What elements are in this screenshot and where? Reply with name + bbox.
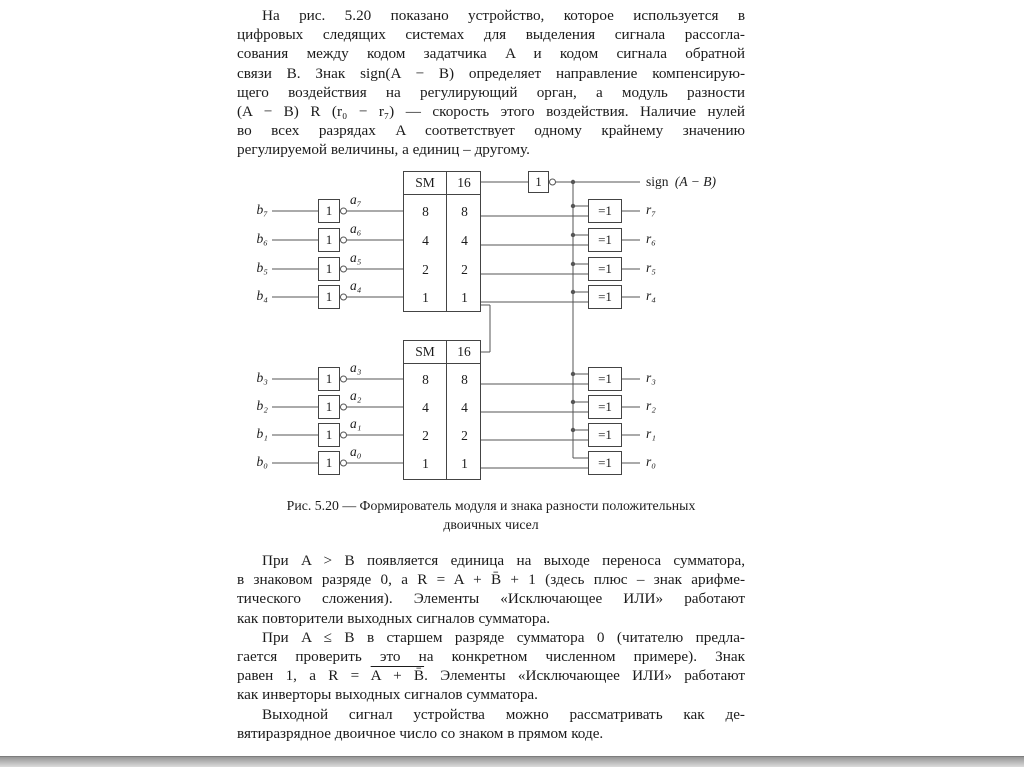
xor-gate: =1 <box>588 451 622 475</box>
adder-weight: 4 <box>461 233 468 248</box>
adder-weight: 4 <box>461 400 468 415</box>
inverter-gate: 1 <box>318 285 340 309</box>
body-line: тического сложения). Элементы «Исключающее ИЛИ» работают <box>237 590 745 608</box>
adder-number: 16 <box>457 175 471 190</box>
adder-header <box>404 172 480 195</box>
sign-gate: 1 <box>528 171 549 193</box>
adder-label: SM <box>415 175 435 190</box>
input-label-b6: b₆ <box>256 231 268 246</box>
xor-gate: =1 <box>588 423 622 447</box>
intro-line: регулируемой величины, а единиц – другому. <box>237 141 530 159</box>
body-line: При A ≤ B в старшем разряде сумматора 0 (читателю предла- <box>262 628 745 646</box>
inverter-gate: 1 <box>318 257 340 281</box>
input-label-b4: b₄ <box>256 288 268 303</box>
intro-line: сования между кодом задатчика A и кодом сигнала обратной <box>237 45 745 63</box>
intro-line: (A − B) R (r₀ − r₇) — скорость этого воздействия. Наличие нулей <box>237 103 745 121</box>
output-label-r2: r₂ <box>646 398 656 413</box>
caption-line-2: двоичных чисел <box>443 517 539 532</box>
adder-lower <box>403 340 481 480</box>
signal-label-a4: a₄ <box>350 278 362 293</box>
sign-expression: (A − B) <box>674 174 716 189</box>
signal-label-a0: a₀ <box>350 444 362 459</box>
adder-label: SM <box>415 344 435 359</box>
body-line: При A > B появляется единица на выходе переноса сумматора, <box>262 552 745 569</box>
adder-upper <box>403 171 481 312</box>
signal-label-a3: a₃ <box>350 360 362 375</box>
output-label-r4: r₄ <box>646 288 656 303</box>
signal-label-a5: a₅ <box>350 250 362 265</box>
inverter-gate: 1 <box>318 451 340 475</box>
intro-line: На рис. 5.20 показано устройство, которое используется в <box>262 7 745 24</box>
body-paragraphs <box>237 551 745 743</box>
caption-line-1: Рис. 5.20 — Формирователь модуля и знака разности положительных <box>286 498 696 513</box>
xor-gate: =1 <box>588 257 622 281</box>
inverter-gate: 1 <box>318 228 340 252</box>
output-label-r0: r₀ <box>646 454 656 469</box>
input-label-b5: b₅ <box>256 260 268 275</box>
body-line: как инверторы выходных сигналов сумматора. <box>237 686 538 704</box>
adder-weight: 4 <box>422 400 429 415</box>
figure-caption <box>237 496 745 534</box>
input-label-b7: b₇ <box>256 202 268 217</box>
adder-weight: 8 <box>461 204 468 219</box>
adder-weight: 2 <box>461 262 468 277</box>
adder-weight: 2 <box>422 262 429 277</box>
body-line: вятиразрядное двоичное число со знаком в прямом коде. <box>237 724 604 742</box>
formula-overline: A + B̄ <box>370 667 425 685</box>
sign-word: sign <box>646 174 669 189</box>
output-label-r6: r₆ <box>646 231 656 246</box>
xor-gate: =1 <box>588 395 622 419</box>
body-line: как повторители выходных сигналов сумматора. <box>237 609 551 627</box>
adder-number: 16 <box>457 344 471 359</box>
intro-line: связи B. Знак sign(A − B) определяет направление компенсирую- <box>237 64 745 82</box>
intro-line: цифровых следящих системах для выделения сигнала рассогла- <box>237 26 745 44</box>
inverter-gate: 1 <box>318 367 340 391</box>
window-bottom-edge <box>0 756 1024 767</box>
xor-gate: =1 <box>588 199 622 223</box>
inverter-gate: 1 <box>318 199 340 223</box>
xor-gate: =1 <box>588 228 622 252</box>
adder-weight: 1 <box>422 290 429 305</box>
signal-label-a6: a₆ <box>350 221 362 236</box>
signal-label-a1: a₁ <box>350 416 362 431</box>
adder-weight: 2 <box>422 428 429 443</box>
intro-line: щего воздействия на регулирующий орган, а модуль разности <box>237 83 745 101</box>
formula-suffix: . Элементы «Исключающее ИЛИ» работают <box>424 667 746 685</box>
adder-weight: 8 <box>422 372 429 387</box>
adder-weight: 4 <box>422 233 429 248</box>
xor-gate: =1 <box>588 367 622 391</box>
input-label-b1: b₁ <box>256 426 268 441</box>
body-line: гается проверить это на конкретном численном примере). Знак <box>237 648 745 666</box>
adder-weight: 8 <box>422 204 429 219</box>
formula-prefix: равен 1, а R = <box>237 667 371 685</box>
adder-weight: 8 <box>461 372 468 387</box>
adder-weight: 1 <box>422 456 429 471</box>
input-label-b3: b₃ <box>256 370 268 385</box>
body-line: Выходной сигнал устройства можно рассматривать как де- <box>262 705 745 723</box>
output-label-r7: r₇ <box>646 202 656 217</box>
sign-output-label <box>646 174 716 190</box>
adder-weight: 1 <box>461 456 468 471</box>
signal-label-a2: a₂ <box>350 388 362 403</box>
output-label-r1: r₁ <box>646 426 656 441</box>
input-label-b2: b₂ <box>256 398 268 413</box>
body-line-formula <box>237 666 745 685</box>
xor-gate: =1 <box>588 285 622 309</box>
input-label-b0: b₀ <box>256 454 268 469</box>
inverter-gate: 1 <box>318 395 340 419</box>
signal-label-a7: a₇ <box>350 192 362 207</box>
output-label-r5: r₅ <box>646 260 656 275</box>
adder-weight: 2 <box>461 428 468 443</box>
adder-header <box>404 341 480 364</box>
adder-weight: 1 <box>461 290 468 305</box>
body-line: в знаковом разряде 0, а R = A + B̄ + 1 (здесь плюс – знак арифме- <box>237 571 745 589</box>
inverter-gate: 1 <box>318 423 340 447</box>
intro-line: во всех разрядах A соответствует одному крайнему значению <box>237 122 745 140</box>
output-label-r3: r₃ <box>646 370 656 385</box>
